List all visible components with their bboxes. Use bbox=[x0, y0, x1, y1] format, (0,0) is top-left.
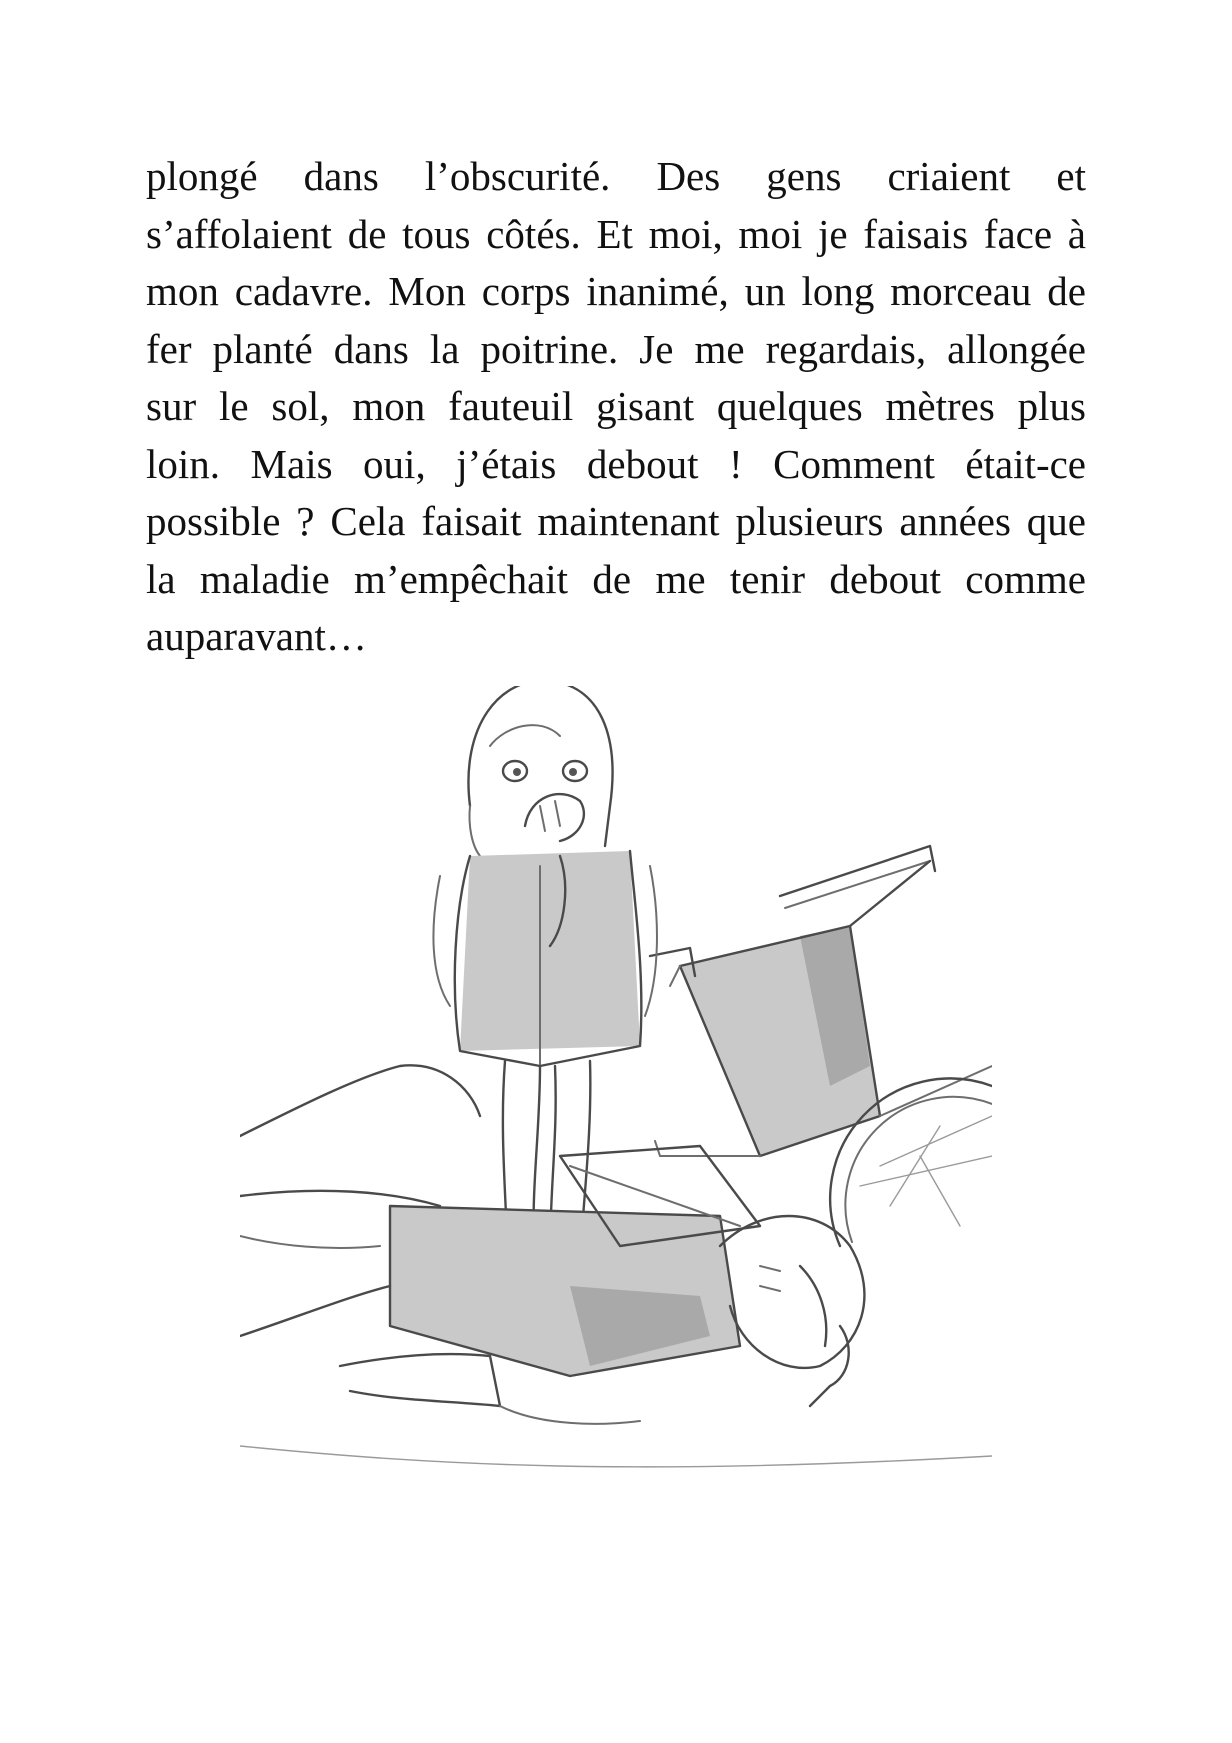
paragraph-line: fer planté dans la poitrine. Je me regardais, allongée bbox=[146, 325, 1086, 372]
standing-girl-drawing bbox=[433, 686, 657, 1280]
paragraph-line: s’affolaient de tous côtés. Et moi, moi je faisais face à bbox=[146, 210, 1086, 257]
paragraph-line: la maladie m’empêchait de me tenir debout comme bbox=[146, 555, 1086, 602]
story-paragraph bbox=[146, 148, 1086, 666]
paragraph-line: possible ? Cela faisait maintenant plusieurs années que bbox=[146, 498, 1086, 544]
paragraph-line: plongé dans l’obscurité. Des gens criaient et bbox=[146, 153, 1086, 199]
wheelchair-drawing bbox=[650, 846, 992, 1246]
paragraph-line: auparavant… bbox=[146, 613, 367, 659]
paragraph-line: sur le sol, mon fauteuil gisant quelques mètres plus bbox=[146, 383, 1086, 429]
paragraph-line: loin. Mais oui, j’étais debout ! Comment était-ce bbox=[146, 440, 1086, 487]
paragraph-line: mon cadavre. Mon corps inanimé, un long morceau de bbox=[146, 268, 1086, 314]
pencil-illustration bbox=[240, 686, 992, 1598]
